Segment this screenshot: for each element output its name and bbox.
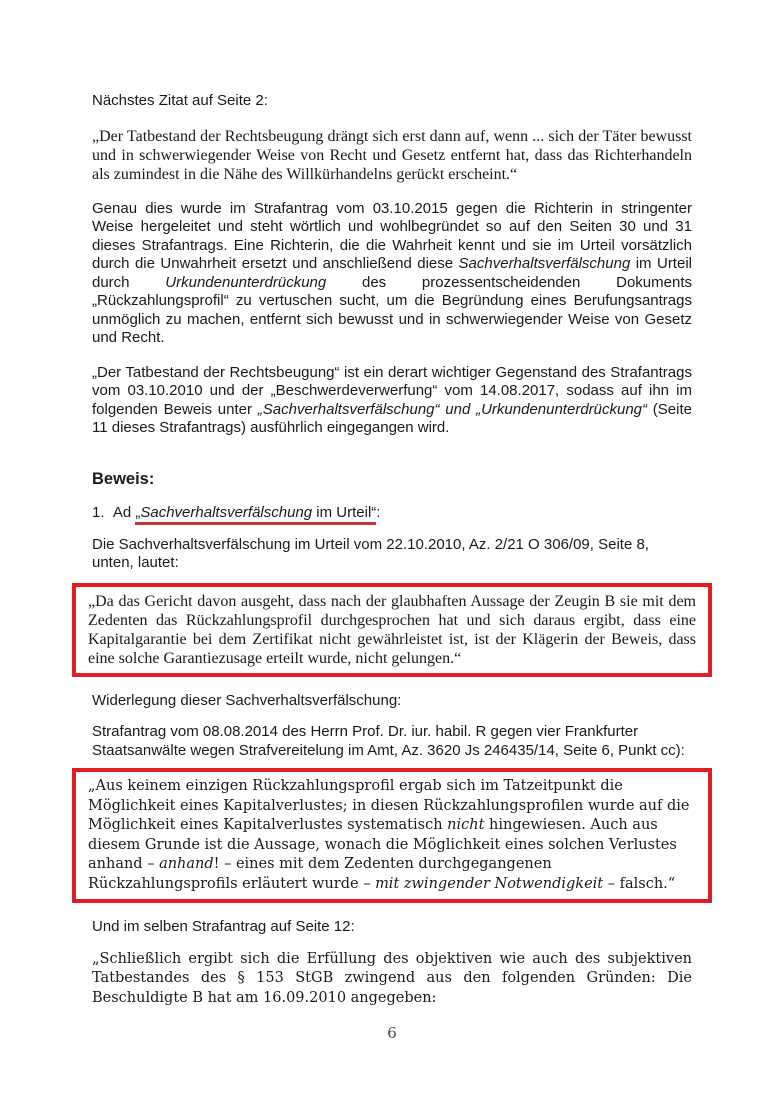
text-run: hingewiesen. Auch aus diesem Grunde ist die Aussage, wonach die Möglichkeit eines solchen Verlustes anhand – (88, 817, 677, 872)
text-run: „ (135, 504, 140, 525)
text-run: 1. Ad (92, 504, 136, 521)
text-run: – falsch.“ (603, 875, 676, 892)
text-run: : (376, 504, 381, 521)
quote-box-urteil (72, 583, 712, 677)
text-run: (Seite 11 dieses Strafantrags) ausführlich eingegangen wird. (92, 400, 692, 436)
text-run: anhand (159, 856, 214, 872)
text-run: Widerlegung dieser Sachverhaltsverfälschung: (92, 691, 402, 709)
heading-beweis (92, 470, 692, 489)
text-run: des prozessentscheidenden Dokuments „Rückzahlungsprofil“ zu vertuschen sucht, um die Begründung eines Berufungsantrags unmöglich zu machen, entfernt sich bewusst und in schwerwiegender Weise von Gesetz und Recht. (92, 273, 692, 346)
text-run: Beweis: (92, 469, 155, 488)
text-run: „Sachverhaltsverfälschung“ und „Urkundenunterdrückung“ (257, 400, 648, 418)
paragraph-widerlegung (92, 692, 692, 711)
page-number: 6 (387, 1024, 397, 1042)
paragraph-tatbestand-gegenstand (92, 364, 692, 438)
text-run: im Urteil durch (92, 255, 692, 291)
text-run: Sachverhaltsverfälschung (458, 255, 631, 272)
text-run: „Schließlich ergibt sich die Erfüllung des objektiven wie auch des subjektiven Tatbestandes des § 153 StGB zwingend aus den folgenden Gründen: Die Beschuldigte B hat am 16.09.2010 angegeben: (92, 950, 692, 1006)
text-run: Und im selben Strafantrag auf Seite 12: (92, 918, 355, 935)
paragraph-seite-12-ref (92, 918, 692, 937)
quote-schliesslich (92, 950, 692, 1009)
paragraph-strafantrag-2014 (92, 723, 692, 760)
text-run: nicht (447, 817, 485, 833)
quote-box-rueckzahlungsprofil (72, 768, 712, 903)
text-run: „Da das Gericht davon ausgeht, dass nach der glaubhaften Aussage der Zeugin B sie mit dem Zedenten das Rückzahlungsprofil durchgesprochen hat und sich daraus ergibt, dass eine Kapitalgarantie bei dem Zertifikat nicht gewährleistet ist, ist der Klägerin der Beweis, dass eine solche Garantiezusage erteilt wurde, nicht gelungen.“ (88, 592, 696, 667)
quote-rechtsbeugung-definition (92, 127, 692, 184)
paragraph-next-quote-ref (92, 92, 692, 111)
text-run: „Der Tatbestand der Rechtsbeugung“ ist ein derart wichtiger Gegenstand des Strafantrags vom 03.10.2010 und der „Beschwerdeverwerfung“ vom 14.08.2017, sodass auf ihn im folgenden Beweis unter (92, 363, 692, 418)
text-run: Sachverhaltsverfälschung (140, 504, 312, 525)
text-run: Die Sachverhaltsverfälschung im Urteil vom 22.10.2010, Az. 2/21 O 306/09, Seite 8, unten, lautet: (92, 535, 649, 571)
list-item-1-ad-sachverhaltsverfaelschung (92, 504, 692, 523)
paragraph-urteil-reference (92, 536, 692, 573)
text-run: ! – eines mit dem Zedenten durchgegangenen Rückzahlungsprofils erläutert wurde – (88, 856, 552, 892)
text-run: „Aus keinem einzigen Rückzahlungsprofil ergab sich im Tatzeitpunkt die Möglichkeit eines Kapitalverlustes; in diesen Rückzahlungsprofilen wurde auf die Möglichkeit eines Kapitalverlustes systematisch (88, 778, 690, 833)
text-run: „Der Tatbestand der Rechtsbeugung drängt sich erst dann auf, wenn ... sich der Täter bewusst und in schwerwiegender Weise von Recht und Gesetz entfernt hat, dass das Richterhandeln als zumindest in die Nähe des Willkürhandelns gerückt erscheint.“ (92, 127, 692, 183)
text-run: Nächstes Zitat auf Seite 2: (92, 92, 268, 109)
paragraph-genau-dies (92, 200, 692, 348)
text-run: Strafantrag vom 08.08.2014 des Herrn Prof. Dr. iur. habil. R gegen vier Frankfurter Staatsanwälte wegen Strafvereitelung im Amt, Az. 3620 Js 246435/14, Seite 6, Punkt cc): (92, 723, 685, 759)
text-run: im Urteil“ (312, 504, 376, 525)
text-run: Urkundenunterdrückung (165, 273, 327, 291)
text-run: Genau dies wurde im Strafantrag vom 03.10.2015 gegen die Richterin in stringenter Weise hergeleitet und steht wörtlich und wohlbegründet so auf den Seiten 30 und 31 dieses Strafantrags. Eine Richterin, die die Wahrheit kennt und sie im Urteil vorsätzlich durch die Unwahrheit ersetzt und anschließend diese (92, 199, 692, 272)
text-run: mit zwingender Notwendigkeit (375, 875, 604, 892)
